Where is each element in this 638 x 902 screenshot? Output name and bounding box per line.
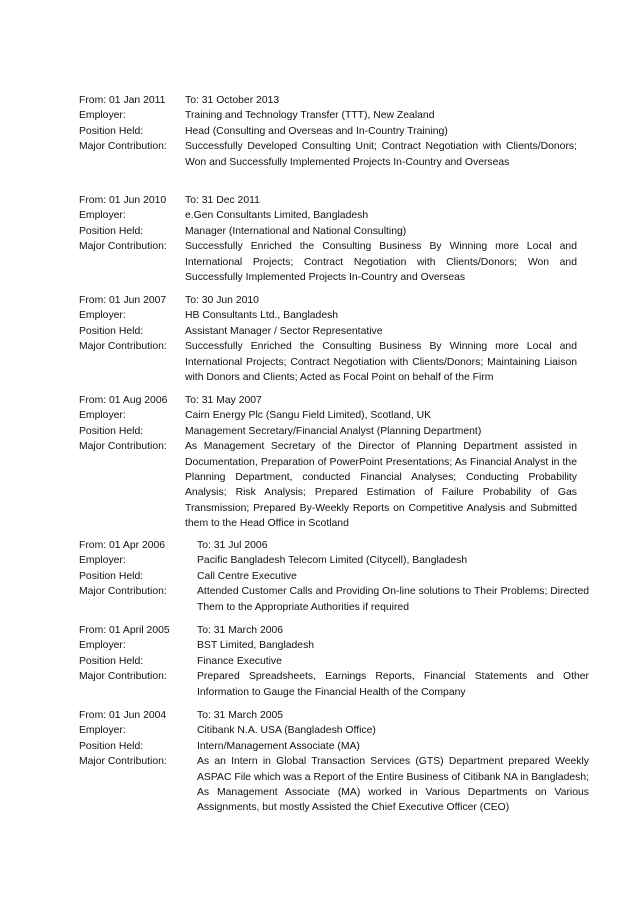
employer-row [79,408,577,423]
contribution-value: As Management Secretary of the Director of Planning Department assisted in Documentation, Preparation of PowerPoint Presentations; As Financial Analyst in the Planning Department, conducted Financial Analyses; Conducting Probability Analysis; Risk Analysis; Prepared Estimation of Failure Probability of Gas Transmission; Prepared By-Weekly Reports on Competitive Analysis and Submitted them to the Head Office in Scotland [185,441,577,530]
contribution-row [79,139,577,170]
position-row [79,739,589,754]
contribution-label: Major Contribution: [79,341,167,353]
contribution-row [79,339,577,385]
employer-value: Citibank N.A. USA (Bangladesh Office) [197,725,376,737]
position-value: Management Secretary/Financial Analyst (Planning Department) [185,425,482,437]
employer-label: Employer: [79,725,126,737]
contribution-row [79,754,589,816]
date-range-row [79,623,589,638]
date-range-row [79,393,577,408]
date-range-row [79,293,577,308]
position-value: Intern/Management Associate (MA) [197,740,360,752]
position-row [79,424,577,439]
position-label: Position Held: [79,740,144,752]
employer-row [79,723,589,738]
position-label: Position Held: [79,325,144,337]
position-value: Finance Executive [197,655,282,667]
position-value: Head (Consulting and Overseas and In-Country Training) [185,125,448,137]
employer-label: Employer: [79,640,126,652]
date-range-row [79,193,577,208]
employment-entry [79,193,577,285]
from-date: From: 01 Aug 2006 [79,395,168,406]
to-date: To: 31 May 2007 [185,395,262,406]
position-row [79,324,577,339]
to-date: To: 31 March 2006 [197,625,284,636]
position-row [79,654,589,669]
employer-label: Employer: [79,110,126,122]
employer-label: Employer: [79,555,126,567]
from-date: From: 01 Jan 2011 [79,95,166,106]
employer-label: Employer: [79,410,126,422]
contribution-value: Prepared Spreadsheets, Earnings Reports, Financial Statements and Other Information to Gauge the Financial Health of the Company [197,671,589,698]
contribution-label: Major Contribution: [79,241,167,253]
contribution-value: Successfully Enriched the Consulting Business By Winning more Local and International Projects; Contract Negotiation with Clients/Donors; Maintaining Liaison with Donors and Clients; Acted as Focal Point on behalf of the Firm [185,341,577,384]
contribution-label: Major Contribution: [79,586,167,598]
contribution-row [79,239,577,285]
employer-row [79,208,577,223]
employment-entry [79,538,589,615]
employment-entry [79,293,577,385]
contribution-label: Major Contribution: [79,756,167,768]
position-label: Position Held: [79,225,144,237]
to-date: To: 30 Jun 2010 [185,295,259,306]
position-value: Assistant Manager / Sector Representative [185,325,383,337]
position-value: Manager (International and National Consulting) [185,225,407,237]
employer-row [79,638,589,653]
employer-row [79,108,577,123]
contribution-value: Successfully Enriched the Consulting Business By Winning more Local and International Projects; Contract Negotiation with Clients/Donors; Won and Successfully Implemented Projects In-Country and Overseas [185,241,577,284]
employer-row [79,308,577,323]
employer-value: HB Consultants Ltd., Bangladesh [185,310,339,322]
contribution-value: As an Intern in Global Transaction Services (GTS) Department prepared Weekly ASPAC File which was a Report of the Entire Business of Citibank NA in Bangladesh; As Management Associate (MA) worked in Various Departments on Various Assignments, but mostly Assisted the Chief Executive Officer (CEO) [197,756,589,814]
date-range-row [79,708,589,723]
position-label: Position Held: [79,570,144,582]
from-date: From: 01 April 2005 [79,625,170,636]
from-date: From: 01 Jun 2007 [79,295,167,306]
employer-value: Training and Technology Transfer (TTT), New Zealand [185,110,435,122]
employer-value: e.Gen Consultants Limited, Bangladesh [185,210,369,222]
date-range-row [79,93,577,108]
position-label: Position Held: [79,125,144,137]
to-date: To: 31 Jul 2006 [197,540,268,551]
contribution-value: Attended Customer Calls and Providing On-line solutions to Their Problems; Directed Them to the Appropriate Authorities if required [197,586,589,613]
position-row [79,124,577,139]
employer-label: Employer: [79,210,126,222]
employer-label: Employer: [79,310,126,322]
employer-value: Cairn Energy Plc (Sangu Field Limited), Scotland, UK [185,410,432,422]
contribution-row [79,439,577,531]
from-date: From: 01 Jun 2004 [79,710,167,721]
date-range-row [79,538,589,553]
position-label: Position Held: [79,425,144,437]
employment-entry [79,623,589,700]
employer-value: BST Limited, Bangladesh [197,640,315,652]
to-date: To: 31 October 2013 [185,95,280,106]
employment-entry [79,708,589,816]
employment-entry [79,93,577,170]
contribution-row [79,584,589,615]
employer-value: Pacific Bangladesh Telecom Limited (Citycell), Bangladesh [197,555,468,567]
contribution-label: Major Contribution: [79,141,167,153]
contribution-value: Successfully Developed Consulting Unit; Contract Negotiation with Clients/Donors; Won and Successfully Implemented Projects In-Country and Overseas [185,141,577,168]
from-date: From: 01 Apr 2006 [79,540,166,551]
position-row [79,224,577,239]
position-label: Position Held: [79,655,144,667]
employment-entry [79,393,577,532]
to-date: To: 31 Dec 2011 [185,195,260,206]
contribution-label: Major Contribution: [79,671,167,683]
from-date: From: 01 Jun 2010 [79,195,167,206]
to-date: To: 31 March 2005 [197,710,284,721]
contribution-row [79,669,589,700]
position-row [79,569,589,584]
employer-row [79,553,589,568]
position-value: Call Centre Executive [197,570,297,582]
contribution-label: Major Contribution: [79,441,167,453]
